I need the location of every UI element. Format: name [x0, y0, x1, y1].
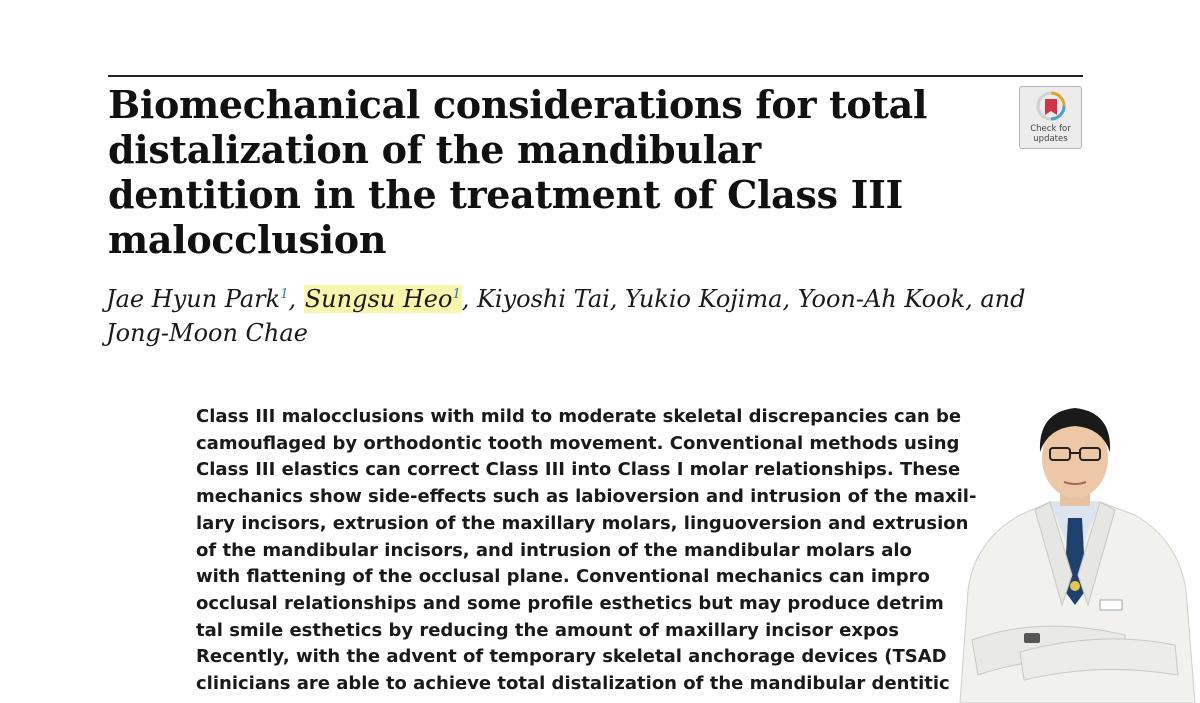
badge-label-line: Check for	[1030, 124, 1071, 134]
abstract-line: tal smile esthetics by reducing the amount of maxillary incisor expos	[196, 619, 899, 641]
check-for-updates-badge[interactable]	[1019, 86, 1082, 149]
abstract-line: of the mandibular incisors, and intrusion of the mandibular molars alo	[196, 539, 912, 561]
abstract-line: occlusal relationships and some profile esthetics but may produce detrim	[196, 592, 944, 614]
author-name-text: Sungsu Heo	[304, 285, 453, 313]
abstract-line: mechanics show side-effects such as labioversion and intrusion of the maxil-	[196, 486, 977, 508]
abstract-line: clinicians are able to achieve total distalization of the mandibular dentitic	[196, 673, 950, 695]
abstract-line: Class III malocclusions with mild to moderate skeletal discrepancies can be	[196, 406, 962, 427]
abstract-line: Class III elastics can correct Class III into Class I molar relationships. These	[196, 459, 961, 481]
paper-title	[108, 82, 988, 262]
badge-label	[1020, 124, 1081, 144]
title-line: distalization of the mandibular	[108, 127, 761, 172]
author-names-rest: , Kiyoshi Tai, Yukio Kojima, Yoon-Ah Kook, and	[461, 285, 1026, 313]
author-name[interactable]: Jae Hyun Park	[106, 285, 281, 313]
affiliation-marker[interactable]: 1	[452, 287, 461, 302]
abstract-line: Recently, with the advent of temporary skeletal anchorage devices (TSAD	[196, 646, 947, 668]
author-line-2: Jong-Moon Chae	[106, 319, 308, 347]
author-separator: ,	[288, 285, 304, 313]
author-line-1	[106, 282, 1081, 316]
affiliation-marker[interactable]: 1	[280, 287, 289, 302]
title-line: Biomechanical considerations for total	[108, 82, 928, 127]
abstract-line: lary incisors, extrusion of the maxillary molars, linguoversion and extrusion	[196, 512, 969, 534]
header-rule	[108, 75, 1083, 77]
check-for-updates-icon	[1036, 91, 1066, 123]
title-line: dentition in the treatment of Class III	[108, 172, 904, 217]
highlighted-author-name[interactable]	[304, 285, 462, 313]
title-line: malocclusion	[108, 217, 387, 262]
badge-label-line: updates	[1033, 134, 1068, 144]
author-list	[106, 282, 1081, 350]
author-portrait-photo	[950, 390, 1200, 703]
abstract-line: with flattening of the occlusal plane. Conventional mechanics can impro	[196, 566, 930, 588]
abstract-line: camouflaged by orthodontic tooth movement. Conventional methods using	[196, 432, 960, 454]
abstract-text	[196, 404, 996, 698]
